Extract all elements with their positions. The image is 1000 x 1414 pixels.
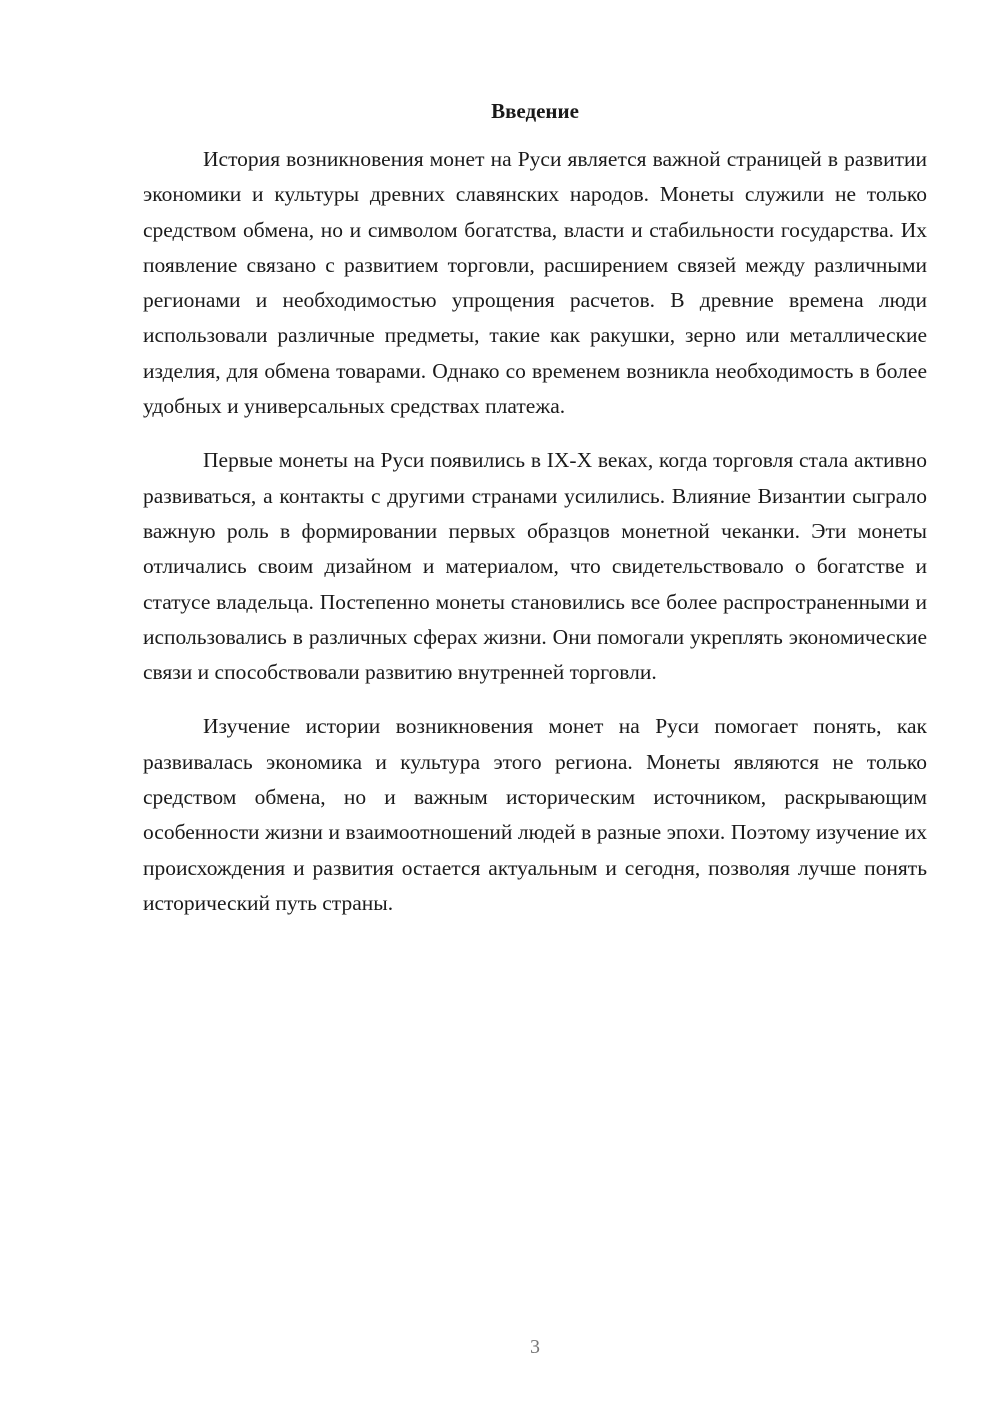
page-number: 3	[530, 1336, 540, 1358]
section-heading: Введение	[491, 99, 579, 123]
paragraph-2: Первые монеты на Руси появились в IX-X веках, когда торговля стала активно развиваться, а контакты с другими странами усилились. Влияние Византии сыграло важную роль в формировании первых образцов монетной чеканки. Эти монеты отличались своим дизайном и материалом, что свидетельствовало о богатстве и статусе владельца. Постепенно монеты становились все более распространенными и использовались в различных сферах жизни. Они помогали укреплять экономические связи и способствовали развитию внутренней торговли.	[143, 448, 927, 685]
paragraph-1: История возникновения монет на Руси является важной страницей в развитии экономики и культуры древних славянских народов. Монеты служили не только средством обмена, но и символом богатства, власти и стабильности государства. Их появление связано с развитием торговли, расширением связей между различными регионами и необходимостью упрощения расчетов. В древние времена люди использовали различные предметы, такие как ракушки, зерно или металлические изделия, для обмена товарами. Однако со временем возникла необходимость в более удобных и универсальных средствах платежа.	[143, 147, 927, 419]
body-text	[143, 142, 927, 921]
paragraph-3: Изучение истории возникновения монет на Руси помогает понять, как развивалась экономика и культура этого региона. Монеты являются не только средством обмена, но и важным историческим источником, раскрывающим особенности жизни и взаимоотношений людей в разные эпохи. Поэтому изучение их происхождения и развития остается актуальным и сегодня, позволяя лучше понять исторический путь страны.	[143, 714, 927, 915]
